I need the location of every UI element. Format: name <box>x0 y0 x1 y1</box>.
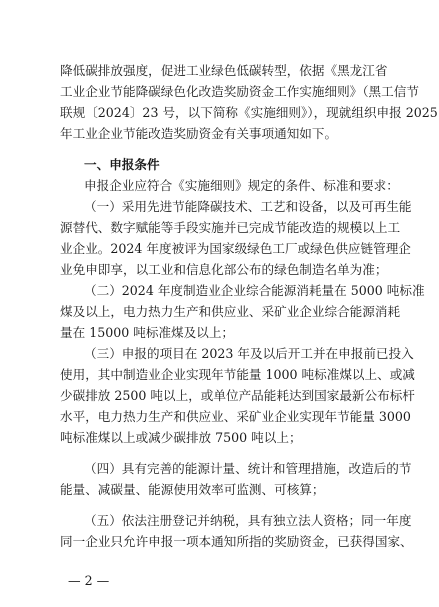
section-heading: 一、申报条件 <box>84 157 160 172</box>
body-text-line: 使用，其中制造业企业实现年节能量 1000 吨标准煤以上、或减 <box>60 367 415 382</box>
body-text-line: 源替代、数字赋能等手段实施并已完成节能改造的规模以上工 <box>60 220 401 235</box>
body-text-line: 量在 15000 吨标准煤及以上； <box>60 325 235 340</box>
body-text-line: 年工业企业节能改造奖励资金有关事项通知如下。 <box>60 126 338 141</box>
body-text-line: 能量、减碳量、能源使用效率可监测、可核算； <box>60 482 325 497</box>
page-number: — 2 — <box>68 573 110 588</box>
body-text-line: （三）申报的项目在 2023 年及以后开工并在申报前已投入 <box>84 346 414 361</box>
body-text-line: 煤及以上，电力热力生产和供应业、采矿业企业综合能源消耗 <box>60 304 401 319</box>
body-text-line: 同一企业只允许申报一项本通知所指的奖励资金，已获得国家、 <box>60 534 413 549</box>
body-text-line: 业企业。2024 年度被评为国家级绿色工厂或绿色供应链管理企 <box>60 241 411 256</box>
body-text-line: 吨标准煤以上或减少碳排放 7500 吨以上； <box>60 430 302 445</box>
body-text-line: 业免申即享，以工业和信息化部公布的绿色制造名单为准； <box>60 262 388 277</box>
body-text-line: 降低碳排放强度，促进工业绿色低碳转型，依据《黑龙江省 <box>60 63 388 78</box>
body-text-line: 申报企业应符合《实施细则》规定的条件、标准和要求： <box>84 178 399 193</box>
body-text-line: 工业企业节能降碳绿色化改造奖励资金工作实施细则》（黑工信节 <box>60 84 419 99</box>
body-text-line: 水平，电力热力生产和供应业、采矿业企业实现年节能量 3000 <box>60 409 411 424</box>
body-text-line: （二）2024 年度制造业企业综合能源消耗量在 5000 吨标准 <box>84 283 425 298</box>
body-text-line: 联规〔2024〕23 号，以下简称《实施细则》），现就组织申报 2025 <box>60 105 438 120</box>
body-text-line: （一）采用先进节能降碳技术、工艺和设备，以及可再生能 <box>84 199 412 214</box>
body-text-line: （五）依法注册登记并纳税，具有独立法人资格；同一年度 <box>84 513 412 528</box>
body-text-line: （四）具有完善的能源计量、统计和管理措施，改造后的节 <box>84 461 412 476</box>
body-text-line: 少碳排放 2500 吨以上，或单位产品能耗达到国家最新公布标杆 <box>60 388 415 403</box>
